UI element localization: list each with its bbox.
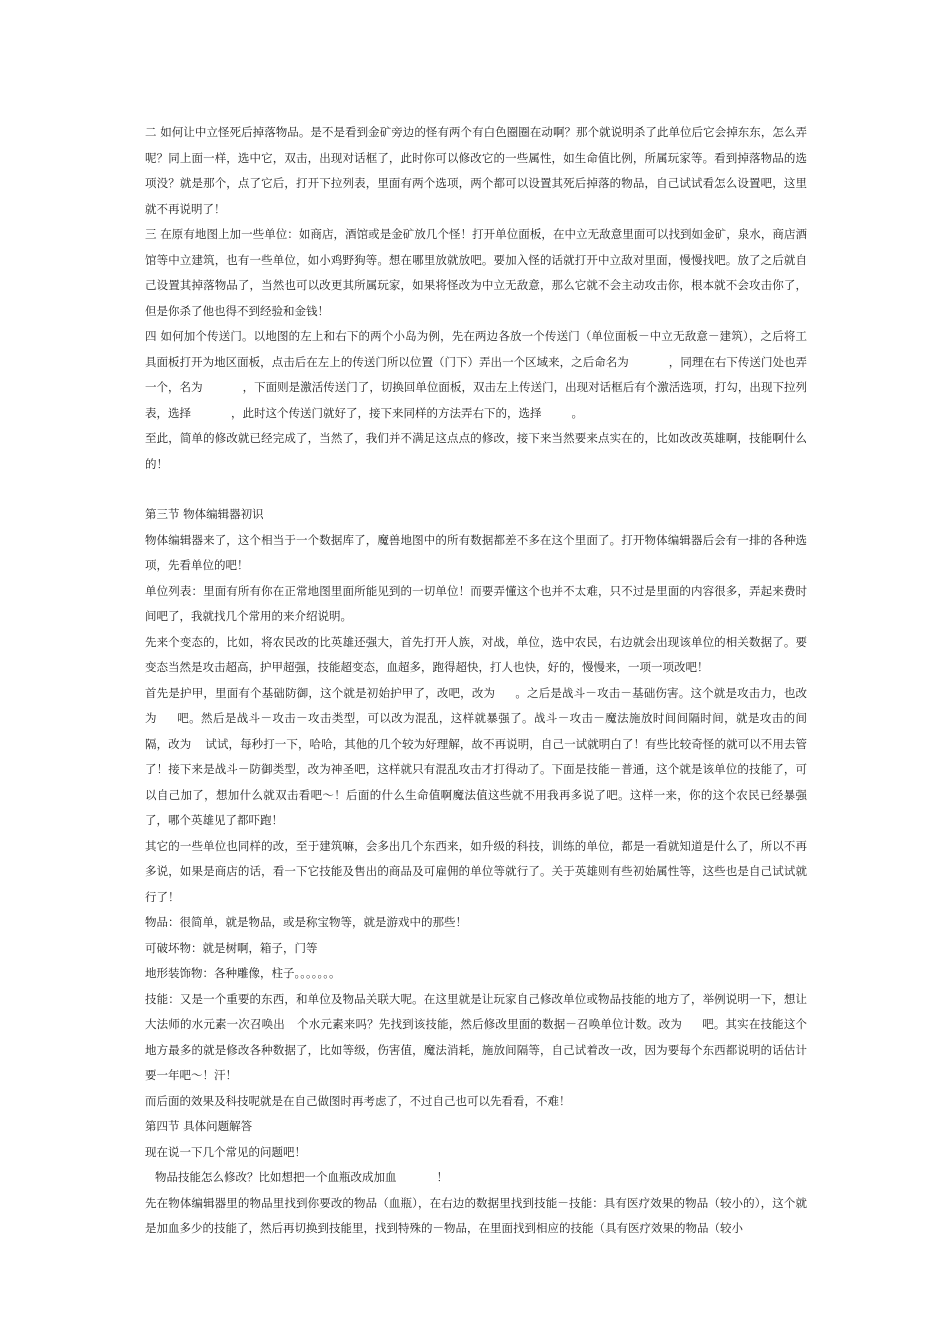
section-heading-4: 第四节 具体问题解答 [145,1119,253,1133]
paragraph-faq-intro: 现在说一下几个常见的问题吧！ [145,1144,306,1159]
paragraph-abilities [145,987,807,1089]
paragraph-teleport [145,324,807,426]
text-run: ，同理在右下传送门处也弄一个，名为 [145,354,808,394]
text-run: 。之后是战斗－攻击－基础伤害。这个就是攻击力，也改为 [145,685,808,725]
paragraph-summary: 至此，简单的修改就已经完成了，当然了，我们并不满足这点点的修改，接下来当然要来点实在的，比如改改英雄啊，技能啊什么的！ [145,431,807,471]
text-run: 技能：又是一个重要的东西，和单位及物品关联大呢。在这里就是让玩家自己修改单位或物品技能的地方了，举例说明一下，想让大法师的水元素一次召唤出 [145,991,807,1031]
text-run: ！ [436,1170,448,1184]
paragraph-peasant: 先来个变态的，比如，将农民改的比英雄还强大，首先打开人族，对战，单位，选中农民，右边就会出现该单位的相关数据了。要变态当然是攻击超高，护甲超强，技能超变态，血超多，跑得超快，打人也快，好的，慢慢来，一项一项改吧！ [145,634,807,674]
paragraph-neutral-drop: 二 如何让中立怪死后掉落物品。是不是看到金矿旁边的怪有两个有白色圈圈在动啊？那个就说明杀了此单位后它会掉东东，怎么弄呢？同上面一样，选中它，双击，出现对话框了，此时你可以修改它的一些属性，如生命值比例，所属玩家等。看到掉落物品的选项没？就是那个，点了它后，打开下拉列表，里面有两个选项，两个都可以设置其死后掉落的物品，自己试试看怎么设置吧，这里就不再说明了！ [145,125,807,216]
paragraph-faq-answer: 先在物体编辑器里的物品里找到你要改的物品（血瓶），在右边的数据里找到技能－技能：具有医疗效果的物品（较小的），这个就是加血多少的技能了，然后再切换到技能里，找到特殊的－物品，在里面找到相应的技能（具有医疗效果的物品（较小 [145,1195,807,1235]
paragraph-other-units: 其它的一些单位也同样的改，至于建筑嘛，会多出几个东西来，如升级的科技，训练的单位，都是一看就知道是什么了，所以不再多说，如果是商店的话，看一下它技能及售出的商品及可雇佣的单位等就行了。关于英雄则有些初始属性等，这些也是自己试试就行了！ [145,838,807,904]
text-run: 个水元素来吗？先找到该技能，然后修改里面的数据－召唤单位计数。改为 [296,1017,683,1031]
document-page [145,120,807,1242]
text-run: 四 如何加个传送门。以地图的左上和右下的两个小岛为例，先在两边各放一个传送门（单位面板－中立无敌意－建筑），之后将工具面板打开为地区面板，点击后在左上的传送门所以位置（门下）弄出一个区域来，之后命名为 [145,329,807,369]
text-run: ，此时这个传送门就好了，接下来同样的方法弄右下的，选择 [231,405,542,420]
paragraph-unit-list: 单位列表：里面有所有你在正常地图里面所能见到的一切单位！而要弄懂这个也并不太难，只不过是里面的内容很多，弄起来费时间吧了，我就找几个常用的来介绍说明。 [145,583,807,623]
text-run: ，下面则是激活传送门了，切换回单位面板，双击左上传送门，出现对话框后有个激活选项，打勾，出现下拉列表，选择 [145,380,807,420]
text-run: 。 [571,405,583,420]
paragraph-armor [145,681,807,834]
paragraph-destructibles: 可破坏物：就是树啊，箱子，门等 [145,940,318,955]
text-run: 吧。然后是战斗－攻击－攻击类型，可以改为混乱，这样就暴强了。战斗－攻击－魔法施放时间间隔时间，就是攻击的间隔，改为 [145,711,807,751]
section-spacer [145,477,807,502]
paragraph-object-editor: 物体编辑器来了，这个相当于一个数据库了，魔兽地图中的所有数据都差不多在这个里面了。打开物体编辑器后会有一排的各种选项，先看单位的吧！ [145,532,807,572]
paragraph-faq-question [145,1165,807,1191]
text-run: 试试，每秒打一下，哈哈，其他的几个较为好理解，故不再说明，自己一试就明白了！有些比较奇怪的就可以不用去管了！接下来是战斗－防御类型，改为神圣吧，这样就只有混乱攻击才打得动了。下面是技能－普通，这个就是该单位的技能了，可以自己加了，想加什么就双击看吧～！后面的什么生命值啊魔法值这些就不用我再多说了吧。这样一来，你的这个农民已经暴强了，哪个英雄见了都吓跑！ [145,736,808,827]
paragraph-doodads: 地形装饰物：各种雕像，柱子。。。。。。。 [145,966,341,980]
paragraph-items: 物品：很简单，就是物品，或是称宝物等，就是游戏中的那些！ [145,915,467,929]
paragraph-add-units: 三 在原有地图上加一些单位：如商店，酒馆或是金矿放几个怪！打开单位面板，在中立无敌意里面可以找到如金矿，泉水，商店酒馆等中立建筑，也有一些单位，如小鸡野狗等。想在哪里放就放吧。要加入怪的话就打开中立敌对里面，慢慢找吧。放了之后就自己设置其掉落物品了，当然也可以改更其所属玩家，如果将怪改为中立无敌意，那么它就不会主动攻击你，根本就不会攻击你了，但是你杀了他也得不到经验和金钱！ [145,227,807,318]
text-run: 首先是护甲，里面有个基础防御，这个就是初始护甲了，改吧，改为 [145,685,496,700]
text-run: 物品技能怎么修改？比如想把一个血瓶改成加血 [155,1170,397,1184]
text-run: 吧。其实在技能这个地方最多的就是修改各种数据了，比如等级，伤害值，魔法消耗，施放间隔等，自己试着改一改，因为要每个东西都说明的话估计要一年吧～！汗！ [145,1017,808,1082]
section-heading-3: 第三节 物体编辑器初识 [145,507,264,521]
paragraph-effects-tech: 而后面的效果及科技呢就是在自己做图时再考虑了，不过自己也可以先看看，不难！ [145,1093,571,1108]
